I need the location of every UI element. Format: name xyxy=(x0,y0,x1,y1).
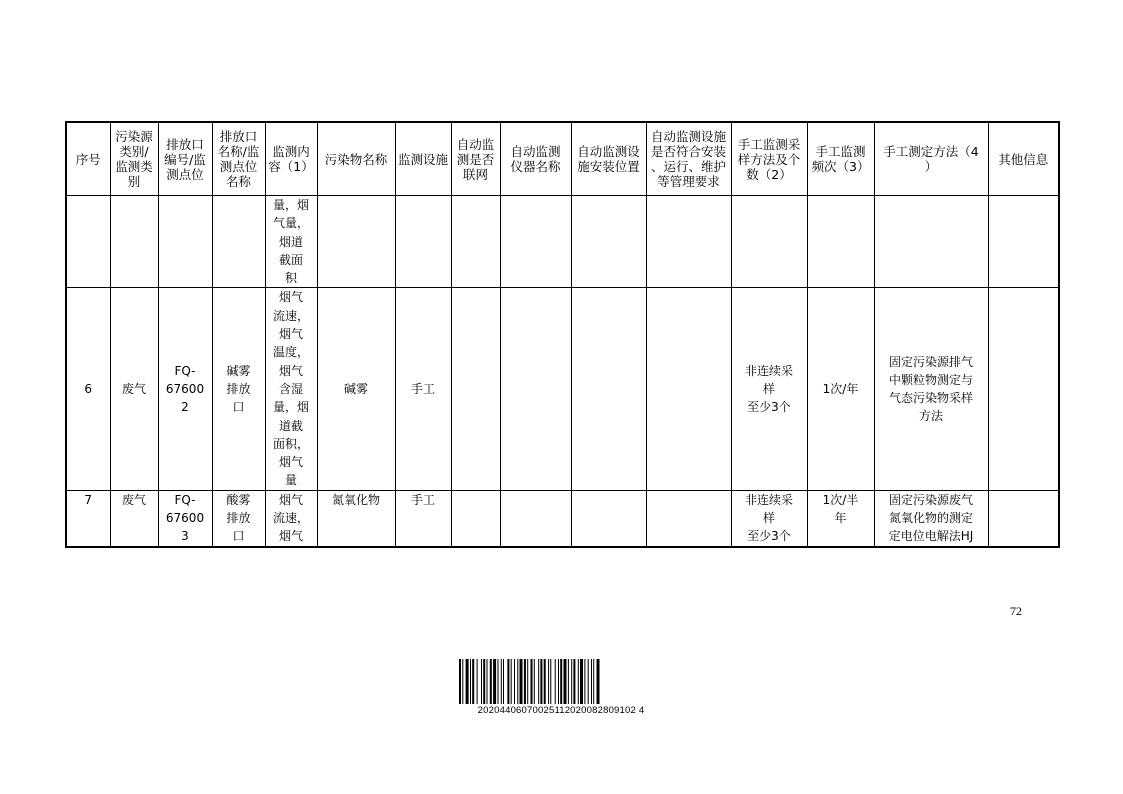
table-cell xyxy=(500,288,571,490)
table-cell xyxy=(158,196,212,288)
barcode-bar xyxy=(573,659,575,704)
barcode-bar xyxy=(477,659,478,704)
table-cell xyxy=(451,490,500,546)
column-header: 自动监测设 施安装位置 xyxy=(571,122,646,196)
table-cell xyxy=(988,196,1059,288)
table-cell xyxy=(395,196,451,288)
table-cell xyxy=(874,196,988,288)
barcode-bar xyxy=(571,659,572,704)
barcode-bar xyxy=(538,659,539,704)
table-cell xyxy=(500,196,571,288)
barcode-bar xyxy=(558,659,559,704)
table-cell: 非连续采 样 至少3个 xyxy=(731,490,807,546)
table-cell xyxy=(317,196,395,288)
table-cell: 酸雾 排放 口 xyxy=(212,490,265,546)
barcode-bar xyxy=(524,659,526,704)
table-cell xyxy=(646,490,731,546)
table-cell: 碱雾 xyxy=(317,288,395,490)
barcode-bar xyxy=(578,659,579,704)
table-cell xyxy=(571,288,646,490)
column-header: 污染物名称 xyxy=(317,122,395,196)
table-cell xyxy=(571,196,646,288)
column-header: 手工监测 频次（3） xyxy=(807,122,874,196)
barcode-bar xyxy=(591,659,592,704)
table-cell: 1次/半 年 xyxy=(807,490,874,546)
column-header: 自动监测 仪器名称 xyxy=(500,122,571,196)
barcode-bar xyxy=(534,659,535,704)
barcode-number: 20204406070025112020082809102 4 xyxy=(477,705,645,716)
barcode-bar xyxy=(487,659,488,704)
column-header: 污染源 类别/ 监测类 别 xyxy=(110,122,158,196)
barcode-bar xyxy=(481,659,482,704)
table-row xyxy=(66,196,1059,288)
barcode-bar xyxy=(588,659,589,704)
barcode-bar xyxy=(597,659,600,704)
table-cell: 7 xyxy=(66,490,110,546)
barcode-bar xyxy=(584,659,585,704)
barcode-bar xyxy=(459,659,461,704)
monitoring-table xyxy=(65,121,1060,548)
column-header: 监测内 容（1） xyxy=(265,122,317,196)
table-cell xyxy=(571,490,646,546)
table-cell: 废气 xyxy=(110,490,158,546)
column-header: 监测设施 xyxy=(395,122,451,196)
barcode-bar xyxy=(493,659,496,704)
barcode-bar xyxy=(568,659,569,704)
table-cell: FQ- 67600 2 xyxy=(158,288,212,490)
barcode-bar xyxy=(548,659,549,704)
barcode-bar xyxy=(564,659,567,704)
table-cell: 烟气 流速， 烟气 温度， 烟气 含湿 量，烟 道截 面积， 烟气 量 xyxy=(265,288,317,490)
table-header-row xyxy=(66,122,1059,196)
barcode-bar xyxy=(527,659,528,704)
barcode-bar xyxy=(514,659,515,704)
column-header: 其他信息 xyxy=(988,122,1059,196)
table-cell: 手工 xyxy=(395,490,451,546)
barcode-bar xyxy=(517,659,518,704)
barcode-bar xyxy=(593,659,594,704)
table-cell xyxy=(66,196,110,288)
table-cell xyxy=(451,288,500,490)
table-cell xyxy=(988,490,1059,546)
table-cell: 烟气 流速， 烟气 xyxy=(265,490,317,546)
table-cell xyxy=(212,196,265,288)
column-header: 自动监 测是否 联网 xyxy=(451,122,500,196)
table-cell: 碱雾 排放 口 xyxy=(212,288,265,490)
barcode-bar xyxy=(520,659,523,704)
barcode-bar xyxy=(503,659,504,704)
table-cell: 非连续采 样 至少3个 xyxy=(731,288,807,490)
table-cell: 废气 xyxy=(110,288,158,490)
barcode-bar xyxy=(555,659,556,704)
column-header: 自动监测设施 是否符合安装 、运行、维护 等管理要求 xyxy=(646,122,731,196)
barcode-bar xyxy=(472,659,474,704)
table-cell xyxy=(646,196,731,288)
barcode-bar xyxy=(507,659,509,704)
table-cell: 手工 xyxy=(395,288,451,490)
barcode-bar xyxy=(540,659,542,704)
column-header: 排放口 名称/监 测点位 名称 xyxy=(212,122,265,196)
column-header: 序号 xyxy=(66,122,110,196)
table-cell xyxy=(731,196,807,288)
table-cell xyxy=(500,490,571,546)
barcode xyxy=(459,659,663,704)
table-cell: 固定污染源废气 氮氧化物的测定 定电位电解法HJ xyxy=(874,490,988,546)
barcode-bar xyxy=(470,659,471,704)
barcode-bar xyxy=(544,659,546,704)
page-number: 72 xyxy=(1010,604,1022,618)
table-cell xyxy=(988,288,1059,490)
table-cell xyxy=(110,196,158,288)
table-row xyxy=(66,490,1059,546)
barcode-bar xyxy=(483,659,485,704)
barcode-bar xyxy=(511,659,512,704)
table-row xyxy=(66,288,1059,490)
barcode-bar xyxy=(531,659,533,704)
table-cell xyxy=(451,196,500,288)
barcode-bar xyxy=(466,659,469,704)
barcode-bar xyxy=(580,659,583,704)
barcode-bar xyxy=(550,659,551,704)
table-cell: 固定污染源排气 中颗粒物测定与 气态污染物采样 方法 xyxy=(874,288,988,490)
table-cell: 氮氧化物 xyxy=(317,490,395,546)
barcode-bar xyxy=(498,659,499,704)
table-cell xyxy=(807,196,874,288)
table-cell: 1次/年 xyxy=(807,288,874,490)
barcode-bar xyxy=(501,659,502,704)
barcode-bar xyxy=(560,659,562,704)
barcode-bar xyxy=(490,659,492,704)
barcode-bar xyxy=(462,659,463,704)
table-cell: FQ- 67600 3 xyxy=(158,490,212,546)
table-cell xyxy=(646,288,731,490)
table-cell: 量，烟 气量， 烟道 截面 积 xyxy=(265,196,317,288)
table-cell: 6 xyxy=(66,288,110,490)
column-header: 手工测定方法（4 ） xyxy=(874,122,988,196)
column-header: 排放口 编号/监 测点位 xyxy=(158,122,212,196)
column-header: 手工监测采 样方法及个 数（2） xyxy=(731,122,807,196)
